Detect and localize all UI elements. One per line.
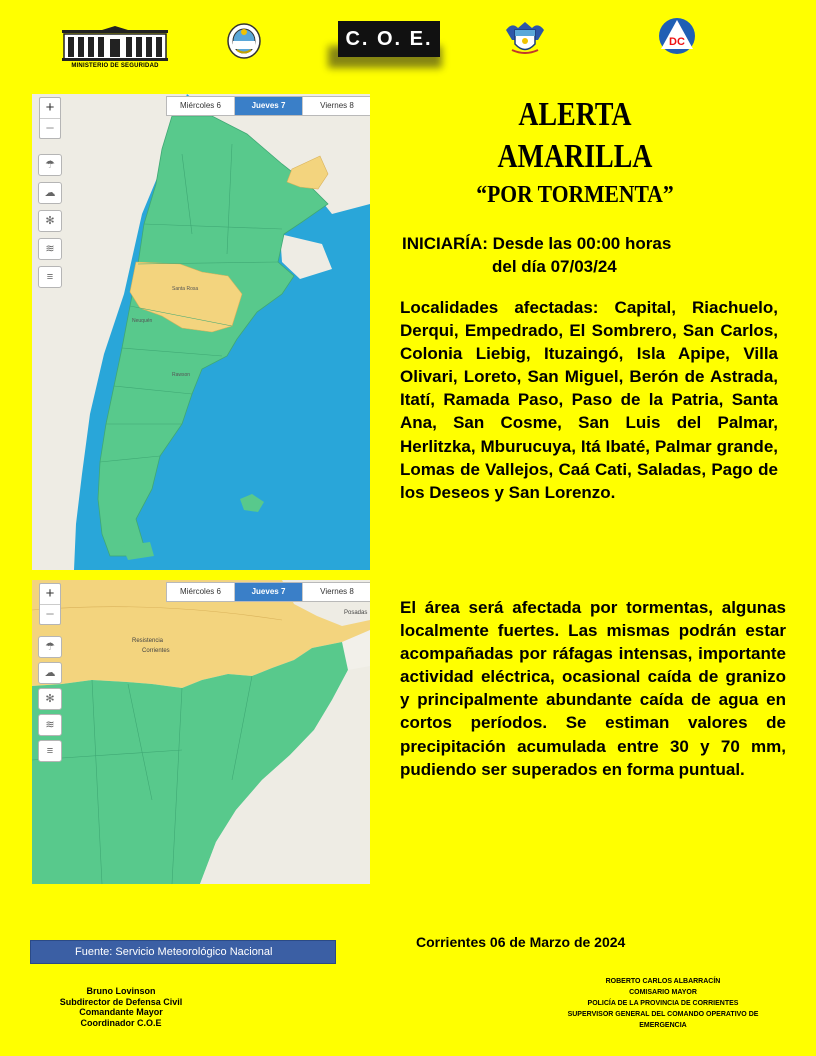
signature-right-line: ROBERTO CARLOS ALBARRACÍN <box>605 978 721 985</box>
snow-layer-icon[interactable]: ✻ <box>38 688 62 710</box>
affected-localities: Localidades afectadas: Capital, Riachuelo, Derqui, Empedrado, El Sombrero, San Carlos, Colonia Liebig, Ituzaingó, Isla Apipe, Villa Olivari, Loreto, San Miguel, Berón de Astrada, Itatí, Ramada Paso, Paso de la Patria, Santa Ana, San Cosme, San Luis del Palmar, Herlitzka, Mburucuya, Itá Ibaté, Palmar grande, Lomas de Vallejos, Caá Cati, Saladas, Pago de los Deseos y San Lorenzo. <box>400 298 778 502</box>
wind-layer-icon[interactable]: ≋ <box>38 714 62 736</box>
zoom-control <box>39 97 61 139</box>
tab-miercoles-6[interactable]: Miércoles 6 <box>167 583 235 601</box>
map-label-rawson: Rawson <box>172 372 191 378</box>
alert-title-line2: AMARILLA <box>497 138 653 175</box>
signature-right-line: POLICÍA DE LA PROVINCIA DE CORRIENTES <box>587 1000 739 1007</box>
map-label-posadas: Posadas <box>344 610 368 616</box>
zoom-control <box>39 583 61 625</box>
defensa-civil-logo <box>654 14 700 56</box>
alert-map-corrientes[interactable] <box>32 580 370 884</box>
corrientes-alert-map <box>32 580 370 884</box>
signature-left-line: Coordinador C.O.E <box>80 1017 162 1028</box>
ministerio-building-icon <box>62 26 168 62</box>
snow-layer-icon[interactable]: ✻ <box>38 210 62 232</box>
map-label-resistencia: Resistencia <box>132 638 164 644</box>
alert-start-time <box>402 232 762 278</box>
wind-layer-icon[interactable]: ≋ <box>38 238 62 260</box>
policia-corrientes-seal-icon <box>504 18 546 58</box>
ministerio-caption: MINISTERIO DE SEGURIDAD <box>71 63 159 69</box>
signature-right-line: EMERGENCIA <box>639 1022 687 1029</box>
malvinas-islands <box>240 494 264 512</box>
map-label-neuquen: Neuquén <box>132 318 153 324</box>
tab-miercoles-6[interactable]: Miércoles 6 <box>167 97 235 115</box>
start-label: INICIARÍA: <box>402 234 488 253</box>
start-time-text: Desde las 00:00 horas <box>487 234 672 253</box>
alert-title-line1: ALERTA <box>518 96 632 133</box>
signature-left <box>36 986 206 1028</box>
tab-viernes-8[interactable]: Viernes 8 <box>320 587 354 596</box>
dc-label: DC <box>669 36 685 48</box>
fog-layer-icon[interactable]: ≡ <box>38 266 62 288</box>
map-label-corrientes: Corrientes <box>142 648 170 654</box>
rain-layer-icon[interactable]: ☂ <box>38 636 62 658</box>
argentina-alert-map <box>32 94 370 570</box>
tab-jueves-7[interactable]: Jueves 7 <box>235 97 303 115</box>
alert-subtitle: “POR TORMENTA” <box>476 182 674 208</box>
alert-description: El área será afectada por tormentas, algunas localmente fuertes. Las mismas podrán estar acompañadas por ráfagas intensas, importante actividad eléctrica, ocasional caída de granizo y principalmente abundante caída de agua en cortos períodos. Se estiman valores de precipitación acumulada entre 30 y 70 mm, pudiendo ser superados en forma puntual. <box>400 598 786 779</box>
signature-right-line: COMISARIO MAYOR <box>629 989 697 996</box>
signature-left-line: Subdirector de Defensa Civil <box>59 996 183 1007</box>
signature-left-line: Bruno Lovinson <box>86 986 156 996</box>
zoom-out-button[interactable]: − <box>40 604 60 624</box>
signature-right <box>528 976 798 1031</box>
tab-viernes-8[interactable]: Viernes 8 <box>320 101 354 110</box>
rain-layer-icon[interactable]: ☂ <box>38 154 62 176</box>
gobierno-provincial-seal-icon <box>226 22 262 60</box>
issue-date: Corrientes 06 de Marzo de 2024 <box>416 934 626 950</box>
day-tabs <box>166 582 370 602</box>
cloud-layer-icon[interactable]: ☁ <box>38 182 62 204</box>
cloud-layer-icon[interactable]: ☁ <box>38 662 62 684</box>
zoom-in-button[interactable]: + <box>45 585 55 602</box>
coe-logo <box>322 16 448 70</box>
alert-map-argentina[interactable] <box>32 94 370 570</box>
coe-label: C. O. E. <box>338 21 440 57</box>
zoom-in-button[interactable]: + <box>45 99 55 116</box>
ministerio-de-seguridad-logo <box>62 26 168 72</box>
signature-right-line: SUPERVISOR GENERAL DEL COMANDO OPERATIVO DE <box>567 1011 759 1018</box>
tab-jueves-7[interactable]: Jueves 7 <box>235 583 303 601</box>
source-banner: Fuente: Servicio Meteorológico Nacional <box>30 940 336 964</box>
signature-left-line: Comandante Mayor <box>79 1007 163 1018</box>
zoom-out-button[interactable]: − <box>40 118 60 138</box>
day-tabs <box>166 96 370 116</box>
fog-layer-icon[interactable]: ≡ <box>38 740 62 762</box>
map-label-santa-rosa: Santa Rosa <box>172 286 199 292</box>
start-date-text: del día 07/03/24 <box>492 257 617 276</box>
